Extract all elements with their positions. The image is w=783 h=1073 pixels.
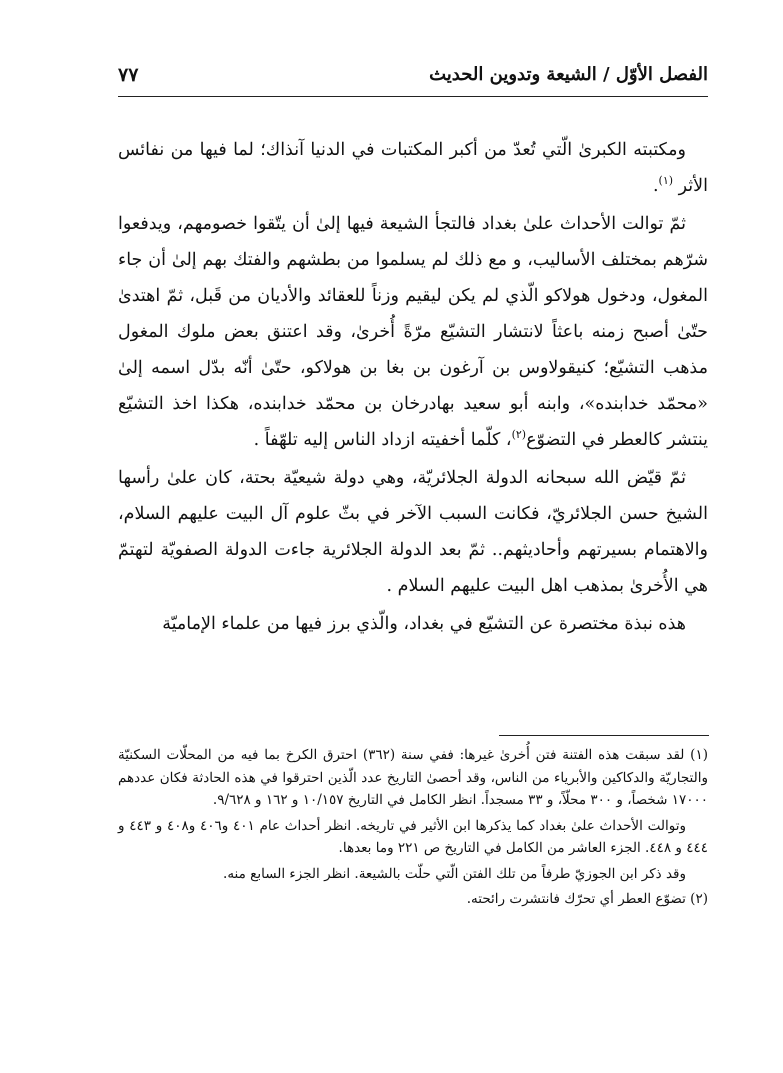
paragraph-text: ثمّ توالت الأحداث علىٰ بغداد فالتجأ الشيعة فيها إلىٰ أن يتّقوا خصومهم، ويدفعوا شرّهم بمختلف الأساليب، و مع ذلك لم يسلموا من بطشهم والفتك بهم إلىٰ أن جاء المغول، ودخول هولاكو الّذي لم يكن ليقيم وزناً للعقائد والأديان من قَبل، ثمّ اهتدىٰ حتّىٰ أصبح زمنه باعثاً لانتشار التشيّع مرّةً أُخرىٰ، وقد اعتنق بعض ملوك المغول مذهب التشيّع؛ كنيقولاوس بن آرغون بن بغا بن هولاكو، حتّىٰ أنّه بدّل اسمه إلىٰ «محمّد خدابنده»، وابنه أبو سعيد بهادرخان بن محمّد خدابنده، هكذا اخذ التشيّع ينتشر كالعطر في التضوّع xyxy=(118,214,708,450)
footnote-mark: (٢) xyxy=(511,428,527,442)
footnote-mark: (١) xyxy=(658,174,674,188)
paragraph: هذه نبذة مختصرة عن التشيّع في بغداد، والّذي برز فيها من علماء الإماميّة xyxy=(162,614,686,634)
footnote: وتوالت الأحداث علىٰ بغداد كما يذكرها ابن الأثير في تاريخه. انظر أحداث عام ٤٠١ و٤٠٦ و٤٠٨ و ٤٤٣ و ٤٤٤ و ٤٤٨. الجزء العاشر من الكامل في التاريخ ص ٢٢١ وما بعدها. xyxy=(118,817,708,856)
running-title: الفصل الأوّل / الشيعة وتدوين الحديث xyxy=(429,64,708,85)
paragraph xyxy=(118,206,708,458)
page-number: ٧٧ xyxy=(118,64,139,86)
footnotes xyxy=(118,744,708,914)
header-rule xyxy=(118,96,708,97)
paragraph-end: ، كلّما أخفيته ازداد الناس إليه تلهّفاً . xyxy=(253,430,512,450)
main-text xyxy=(118,132,708,644)
paragraph-end: . xyxy=(652,176,659,196)
paragraph: ثمّ قيّض الله سبحانه الدولة الجلائريّة، وهي دولة شيعيّة بحتة، كان علىٰ رأسها الشيخ حسن الجلائريّ، فكانت السبب الآخر في بثّ علوم آل البيت عليهم السلام، والاهتمام بسيرتهم وأحاديثهم.. ثمّ بعد الدولة الجلائرية جاءت الدولة الصفويّة لتهتمّ هي الأُخرىٰ بمذهب اهل البيت عليهم السلام . xyxy=(118,468,708,596)
paragraph xyxy=(118,132,708,204)
footnote: (٢) تضوّع العطر أي تحرّك فانتشرت رائحته. xyxy=(466,891,708,907)
paragraph-text: ومكتبته الكبرىٰ الّتي تُعدّ من أكبر المكتبات في الدنيا آنذاك؛ لما فيها من نفائس الأثر xyxy=(118,140,708,196)
footnote: وقد ذكر ابن الجوزيّ طرفاً من تلك الفتن الّتي حلّت بالشيعة. انظر الجزء السابع منه. xyxy=(223,865,686,882)
footnote: (١) لقد سبقت هذه الفتنة فتن أُخرىٰ غيرها: ففي سنة (٣٦٢) احترق الكرخ بما فيه من المحلّات السكنيّة والتجاريّة والدكاكين والأبرياء من الناس، وقد أحصىٰ التاريخ عدد الّذين احترقوا في هذه الحادثة فكان عددهم ١٧٠٠٠ شخصاً، و ٣٠٠ محلّاً، و ٣٣ مسجداً. انظر الكامل في التاريخ ١٠/١٥٧ و ١٦٢ و ٩/٦٢٨. xyxy=(118,747,708,808)
footnote-rule xyxy=(499,735,709,736)
page-header xyxy=(118,64,708,94)
